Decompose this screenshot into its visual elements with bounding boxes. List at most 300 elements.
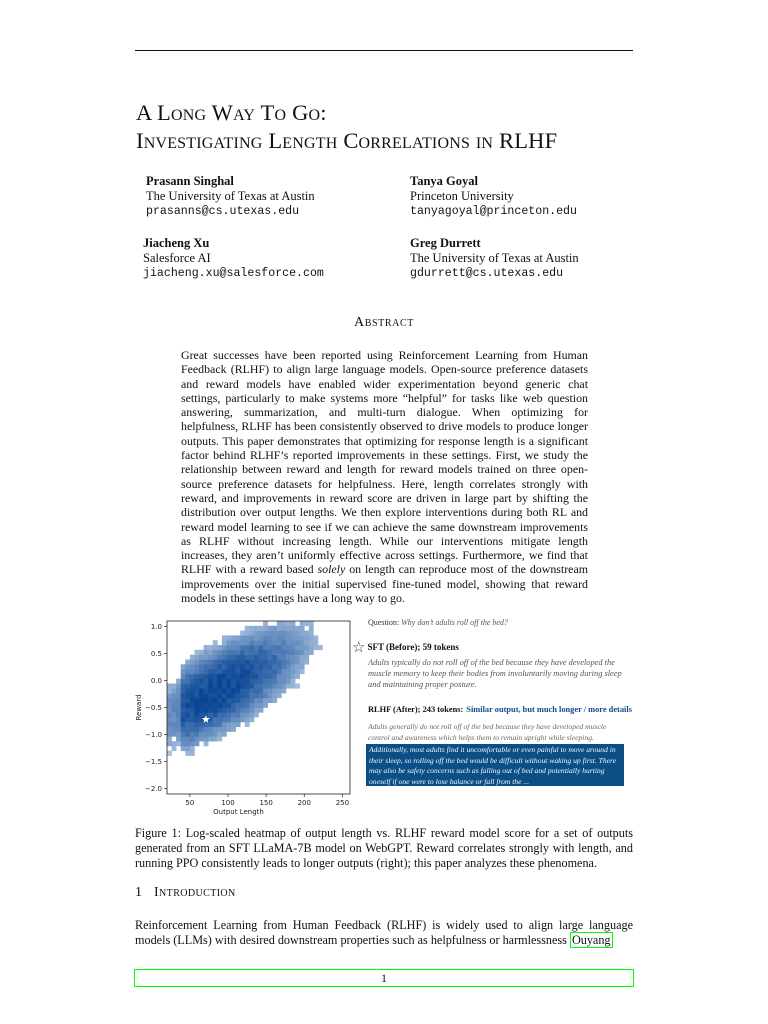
heatmap-cell [259, 669, 264, 674]
heatmap-cell [277, 650, 282, 655]
heatmap-cell [272, 688, 277, 693]
heatmap-cell [231, 640, 236, 645]
heatmap-cell [190, 712, 195, 717]
heatmap-cell [167, 736, 172, 741]
heatmap-cell [281, 650, 286, 655]
heatmap-cell [281, 621, 286, 626]
section-number: 1 [135, 885, 142, 900]
heatmap-cell [194, 659, 199, 664]
heatmap-cell [231, 708, 236, 713]
heatmap-cell [208, 698, 213, 703]
heatmap-cell [272, 626, 277, 631]
heatmap-cell [176, 688, 181, 693]
heatmap-cell [259, 631, 264, 636]
heatmap-cell [272, 659, 277, 664]
heatmap-cell [213, 664, 218, 669]
heatmap-cell [222, 655, 227, 660]
heatmap-cell [213, 655, 218, 660]
heatmap-cell [277, 669, 282, 674]
heatmap-cell [245, 708, 250, 713]
heatmap-cell [240, 640, 245, 645]
heatmap-cell [172, 727, 177, 732]
heatmap-cell [208, 736, 213, 741]
heatmap-cell [236, 722, 241, 727]
heatmap-cell [222, 635, 227, 640]
heatmap-cell [190, 703, 195, 708]
heatmap-cell [268, 640, 273, 645]
heatmap-cell [286, 655, 291, 660]
heatmap-cell [300, 650, 305, 655]
heatmap-cell [249, 688, 254, 693]
heatmap-cell [194, 674, 199, 679]
y-tick-label: 1.0 [150, 622, 162, 631]
heatmap-cell [254, 703, 259, 708]
heatmap-cell [167, 703, 172, 708]
author-block [143, 236, 324, 281]
heatmap-cell [213, 659, 218, 664]
heatmap-cell [281, 640, 286, 645]
heatmap-cell [245, 631, 250, 636]
heatmap-cell [236, 664, 241, 669]
rlhf-output: Adults generally do not roll off of the bed because they have developed muscle control and awareness which helps them to remain upright while sleeping. [368, 722, 607, 742]
heatmap-cell [213, 688, 218, 693]
heatmap-cell [272, 698, 277, 703]
heatmap-cell [185, 698, 190, 703]
heatmap-cell [194, 683, 199, 688]
author-email[interactable]: jiacheng.xu@salesforce.com [143, 267, 324, 280]
heatmap-cell [249, 683, 254, 688]
heatmap-cell [245, 683, 250, 688]
heatmap-cell [208, 688, 213, 693]
author-name: Greg Durrett [410, 236, 481, 250]
heatmap-cell [249, 669, 254, 674]
heatmap-cell [204, 659, 209, 664]
heatmap-cell [213, 708, 218, 713]
heatmap-cell [291, 631, 296, 636]
heatmap-cell [213, 683, 218, 688]
heatmap-cell [172, 732, 177, 737]
heatmap-cell [272, 650, 277, 655]
heatmap-cell [208, 659, 213, 664]
heatmap-cell [185, 674, 190, 679]
author-block [410, 236, 579, 281]
heatmap-cell [281, 626, 286, 631]
heatmap-cell [277, 640, 282, 645]
heatmap-cell [167, 693, 172, 698]
heatmap-cell [204, 708, 209, 713]
heatmap-cell [263, 659, 268, 664]
heatmap-cell [268, 679, 273, 684]
heatmap-cell [291, 626, 296, 631]
heatmap-cell [172, 746, 177, 751]
heatmap-cell [295, 645, 300, 650]
heatmap-cell [231, 688, 236, 693]
heatmap-cell [190, 708, 195, 713]
heatmap-cell [222, 683, 227, 688]
heatmap-cell [295, 664, 300, 669]
heatmap-cell [249, 626, 254, 631]
heatmap-cell [236, 640, 241, 645]
heatmap-cell [236, 659, 241, 664]
author-email[interactable]: tanyagoyal@princeton.edu [410, 205, 577, 218]
heatmap-cell [263, 688, 268, 693]
heatmap-cell [181, 712, 186, 717]
heatmap-cell [245, 626, 250, 631]
heatmap-cell [249, 640, 254, 645]
heatmap-cell [185, 727, 190, 732]
heatmap-cell [181, 717, 186, 722]
heatmap-cell [281, 669, 286, 674]
heatmap-cell [304, 655, 309, 660]
heatmap-cell [185, 659, 190, 664]
heatmap-cell [313, 640, 318, 645]
heatmap-cell [204, 655, 209, 660]
heatmap-cell [172, 698, 177, 703]
heatmap-cell [263, 664, 268, 669]
sft-output: Adults typically do not roll off of the bed because they have developed the muscle memory to keep their bodies from involuntarily moving during sleep and maintaining proper posture. [368, 658, 622, 689]
heatmap-cell [226, 717, 231, 722]
heatmap-cell [167, 712, 172, 717]
heatmap-cell [226, 679, 231, 684]
heatmap-cell [272, 679, 277, 684]
heatmap-cell [236, 683, 241, 688]
heatmap-cell [245, 717, 250, 722]
heatmap-cell [190, 683, 195, 688]
heatmap-cell [277, 659, 282, 664]
heatmap-cell [204, 727, 209, 732]
heatmap-cell [295, 650, 300, 655]
heatmap-cell [172, 703, 177, 708]
heatmap-cell [263, 626, 268, 631]
heatmap-cell [277, 621, 282, 626]
heatmap-cell [185, 751, 190, 756]
heatmap-cell [172, 717, 177, 722]
heatmap-cell [194, 736, 199, 741]
heatmap-cell [190, 693, 195, 698]
heatmap-cell [295, 655, 300, 660]
heatmap-cell [249, 655, 254, 660]
heatmap-cell [208, 650, 213, 655]
heatmap-cell [204, 688, 209, 693]
x-tick-label: 250 [335, 799, 350, 807]
heatmap-cell [240, 698, 245, 703]
heatmap-cell [231, 679, 236, 684]
star-icon: ☆ [352, 640, 366, 656]
heatmap-cell [231, 703, 236, 708]
heatmap-cell [263, 635, 268, 640]
example-panel [352, 618, 632, 786]
heatmap-cell [176, 703, 181, 708]
heatmap-cell [204, 693, 209, 698]
heatmap-cell [249, 693, 254, 698]
heatmap-cell [190, 664, 195, 669]
heatmap-cell [254, 708, 259, 713]
heatmap-cell [249, 717, 254, 722]
heatmap-cell [249, 664, 254, 669]
heatmap-cell [236, 679, 241, 684]
author-email[interactable]: gdurrett@cs.utexas.edu [410, 267, 564, 280]
heatmap-cell [240, 679, 245, 684]
heatmap-cell [245, 669, 250, 674]
heatmap-cell [259, 626, 264, 631]
heatmap-cell [226, 688, 231, 693]
heatmap-cell [181, 669, 186, 674]
heatmap-cell [217, 698, 222, 703]
heatmap-cell [295, 635, 300, 640]
heatmap-cell [217, 664, 222, 669]
heatmap-cell [231, 683, 236, 688]
heatmap-cell [236, 698, 241, 703]
heatmap-cell [226, 683, 231, 688]
heatmap-cell [300, 621, 305, 626]
abstract-heading: Abstract [354, 315, 414, 330]
heatmap-cell [313, 645, 318, 650]
heatmap-cell [199, 683, 204, 688]
heatmap-cell [309, 631, 314, 636]
heatmap-cell [194, 741, 199, 746]
heatmap-cell [245, 655, 250, 660]
heatmap-cell [277, 679, 282, 684]
heatmap-cell [194, 727, 199, 732]
heatmap-cell [249, 659, 254, 664]
heatmap-cell [199, 698, 204, 703]
heatmap-cell [286, 645, 291, 650]
author-block [146, 174, 315, 219]
heatmap-cell [226, 698, 231, 703]
heatmap-cell [249, 703, 254, 708]
paper-title [136, 99, 656, 155]
heatmap-cell [231, 635, 236, 640]
heatmap-cell [263, 679, 268, 684]
heatmap-cell [199, 693, 204, 698]
heatmap-cell [185, 693, 190, 698]
heatmap-cell [226, 674, 231, 679]
heatmap-cell [172, 693, 177, 698]
heatmap-cell [181, 683, 186, 688]
y-tick-label: −0.5 [145, 704, 162, 712]
heatmap-cell [245, 712, 250, 717]
heatmap-cell [176, 727, 181, 732]
heatmap-cell [249, 708, 254, 713]
heatmap-cell [194, 722, 199, 727]
heatmap-cell [254, 645, 259, 650]
heatmap-cell [240, 688, 245, 693]
heatmap-cell [213, 722, 218, 727]
heatmap-cell [176, 693, 181, 698]
heatmap-cell [300, 640, 305, 645]
y-tick-label: −2.0 [145, 785, 162, 794]
heatmap-cell [277, 626, 282, 631]
heatmap-cell [208, 669, 213, 674]
sft-heading-text: SFT (Before); 59 tokens [367, 642, 459, 652]
heatmap-cell [263, 650, 268, 655]
heatmap-cell [277, 683, 282, 688]
heatmap-cell [281, 635, 286, 640]
heatmap-cell [277, 635, 282, 640]
heatmap-cell [259, 698, 264, 703]
header-rule [135, 50, 633, 51]
heatmap-cell [268, 693, 273, 698]
heatmap-cell [204, 664, 209, 669]
heatmap-cell [172, 712, 177, 717]
heatmap-cell [181, 698, 186, 703]
heatmap-cell [222, 688, 227, 693]
heatmap-cell [222, 703, 227, 708]
heatmap-cell [295, 674, 300, 679]
heatmap-cell [226, 727, 231, 732]
heatmap-cell [176, 683, 181, 688]
heatmap-cell [281, 674, 286, 679]
heatmap-cell [291, 674, 296, 679]
heatmap-cell [176, 717, 181, 722]
heatmap-cell [277, 693, 282, 698]
heatmap-cell [217, 679, 222, 684]
heatmap-cell [226, 640, 231, 645]
heatmap-cell [190, 751, 195, 756]
heatmap-cell [263, 645, 268, 650]
heatmap-cell [217, 703, 222, 708]
heatmap-cell [245, 693, 250, 698]
heatmap-cell [272, 669, 277, 674]
heatmap-cell [231, 664, 236, 669]
heatmap-cell [176, 736, 181, 741]
heatmap-cell [217, 722, 222, 727]
heatmap-cell [300, 655, 305, 660]
heatmap-cell [217, 645, 222, 650]
heatmap-cell [199, 703, 204, 708]
heatmap-cell [226, 708, 231, 713]
heatmap-cell [226, 659, 231, 664]
figure-caption: Figure 1: Log-scaled heatmap of output length vs. RLHF reward model score for a set of outputs generated from an SFT LLaMA-7B model on WebGPT. Reward correlates strongly with length, and running PPO consistently leads to longer outputs (right); this paper analyzes these phenomena. [135, 826, 633, 870]
heatmap-cell [190, 698, 195, 703]
heatmap-cell [263, 693, 268, 698]
heatmap-cell [291, 650, 296, 655]
heatmap-cell [217, 712, 222, 717]
heatmap-cell [222, 732, 227, 737]
heatmap-cell [304, 631, 309, 636]
heatmap-cell [291, 640, 296, 645]
heatmap-cell [259, 688, 264, 693]
heatmap-cell [222, 717, 227, 722]
heatmap-cell [240, 693, 245, 698]
heatmap-cell [199, 659, 204, 664]
heatmap-cell [217, 732, 222, 737]
heatmap-cell [254, 688, 259, 693]
heatmap-cell [254, 640, 259, 645]
heatmap-cell [286, 650, 291, 655]
heatmap-cell [231, 727, 236, 732]
heatmap-cell [199, 688, 204, 693]
heatmap-cell [254, 712, 259, 717]
heatmap-cell [190, 679, 195, 684]
heatmap-cell [185, 712, 190, 717]
author-affiliation: The University of Texas at Austin [410, 251, 579, 265]
heatmap-cell [204, 741, 209, 746]
heatmap-cell [217, 708, 222, 713]
heatmap-cell [213, 679, 218, 684]
citation-link[interactable]: Ouyang [571, 933, 611, 947]
heatmap-cell [272, 693, 277, 698]
heatmap-cell [286, 683, 291, 688]
heatmap-cell [222, 712, 227, 717]
heatmap-cell [226, 650, 231, 655]
heatmap-cell [309, 621, 314, 626]
heatmap-cell [231, 645, 236, 650]
heatmap-cell [295, 631, 300, 636]
heatmap-cell [268, 626, 273, 631]
heatmap-cell [176, 741, 181, 746]
heatmap-cell [240, 645, 245, 650]
heatmap-cell [240, 708, 245, 713]
heatmap-cell [222, 659, 227, 664]
y-tick-label: 0.0 [150, 676, 162, 685]
heatmap-cell [291, 669, 296, 674]
heatmap-cell [176, 732, 181, 737]
rlhf-output-highlighted: Additionally, most adults find it uncomfortable or even painful to move around in their sleep, so rolling off the bed would be difficult without waking up first. There may also be safety concerns such as falling out of bed and potentially hurting oneself if one were to lose balance or fall from the ... [366, 744, 624, 786]
heatmap-cell [181, 703, 186, 708]
heatmap-cell [245, 664, 250, 669]
author-email[interactable]: prasanns@cs.utexas.edu [146, 205, 300, 218]
heatmap-cell [300, 645, 305, 650]
heatmap-cell [204, 732, 209, 737]
heatmap-cell [190, 717, 195, 722]
heatmap-cell [249, 631, 254, 636]
heatmap-cell [259, 683, 264, 688]
heatmap-cell [240, 650, 245, 655]
heatmap-cell [309, 650, 314, 655]
heatmap-cell [208, 727, 213, 732]
heatmap-cell [204, 683, 209, 688]
heatmap-cell [208, 679, 213, 684]
heatmap-cell [185, 717, 190, 722]
heatmap-cell [254, 693, 259, 698]
heatmap-cell [268, 655, 273, 660]
heatmap-cell [291, 645, 296, 650]
author-affiliation: Princeton University [410, 189, 514, 203]
author-name: Tanya Goyal [410, 174, 478, 188]
heatmap-cell [222, 722, 227, 727]
heatmap-cell [167, 741, 172, 746]
heatmap-cell [268, 645, 273, 650]
heatmap-cell [231, 669, 236, 674]
heatmap-cell [286, 640, 291, 645]
question-text: Why don’t adults roll off the bed? [401, 618, 508, 627]
rlhf-heading [368, 705, 632, 714]
author-block [410, 174, 577, 219]
heatmap-cell [236, 645, 241, 650]
heatmap-cell [194, 712, 199, 717]
heatmap-cell [185, 741, 190, 746]
heatmap-cell [199, 736, 204, 741]
heatmap-cell [213, 674, 218, 679]
heatmap-cell [268, 674, 273, 679]
heatmap-cell [190, 669, 195, 674]
heatmap-cell [208, 708, 213, 713]
heatmap-cell [231, 698, 236, 703]
heatmap-cell [199, 674, 204, 679]
heatmap-cell [222, 679, 227, 684]
heatmap-cell [245, 722, 250, 727]
heatmap-cell [286, 659, 291, 664]
heatmap-cell [254, 655, 259, 660]
heatmap-cell [240, 631, 245, 636]
heatmap-cell [240, 703, 245, 708]
heatmap-cell [204, 669, 209, 674]
heatmap-cell [286, 635, 291, 640]
page-number: 1 [381, 971, 387, 985]
heatmap-cell [231, 659, 236, 664]
heatmap-cell [222, 664, 227, 669]
